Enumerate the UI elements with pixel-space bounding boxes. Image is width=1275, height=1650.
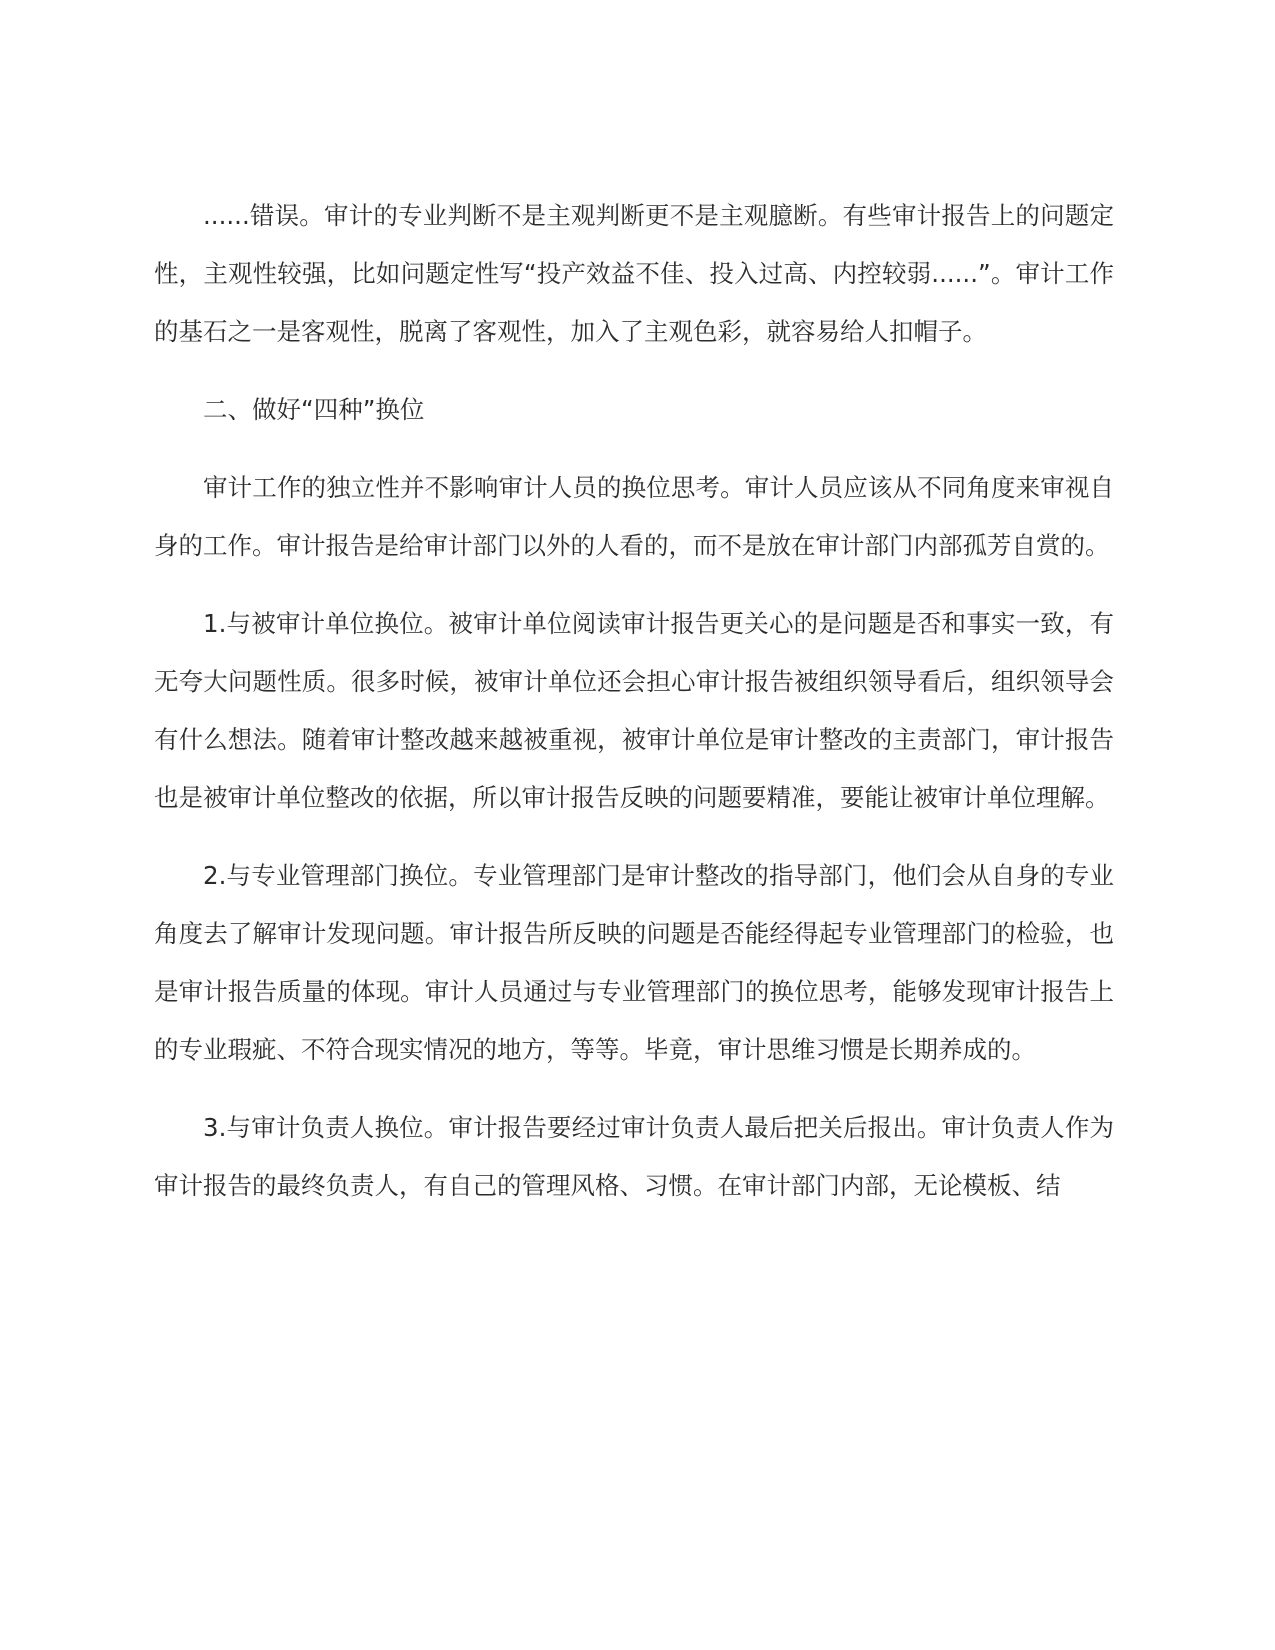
paragraph-swap-audited-unit: 1.与被审计单位换位。被审计单位阅读审计报告更关心的是问题是否和事实一致，有无夸大问题性质。很多时候，被审计单位还会担心审计报告被组织领导看后，组织领导会有什么想法。随着审计整改越来越被重视，被审计单位是审计整改的主责部门，审计报告也是被审计单位整改的依据，所以审计报告反映的问题要精准，要能让被审计单位理解。 xyxy=(154,609,1114,812)
paragraph-independence: 审计工作的独立性并不影响审计人员的换位思考。审计人员应该从不同角度来审视自身的工作。审计报告是给审计部门以外的人看的，而不是放在审计部门内部孤芳自赏的。 xyxy=(154,473,1114,560)
paragraph-objectivity: ......错误。审计的专业判断不是主观判断更不是主观臆断。有些审计报告上的问题定性，主观性较强，比如问题定性写“投产效益不佳、投入过高、内控较弱......”。审计工作的基石之一是客观性，脱离了客观性，加入了主观色彩，就容易给人扣帽子。 xyxy=(154,201,1114,346)
section-heading-four-swaps: 二、做好“四种”换位 xyxy=(203,395,425,424)
paragraph-swap-audit-leader: 3.与审计负责人换位。审计报告要经过审计负责人最后把关后报出。审计负责人作为审计报告的最终负责人，有自己的管理风格、习惯。在审计部门内部，无论模板、结 xyxy=(154,1113,1114,1200)
document-body xyxy=(154,187,1114,1235)
paragraph-swap-management-dept: 2.与专业管理部门换位。专业管理部门是审计整改的指导部门，他们会从自身的专业角度去了解审计发现问题。审计报告所反映的问题是否能经得起专业管理部门的检验，也是审计报告质量的体现。审计人员通过与专业管理部门的换位思考，能够发现审计报告上的专业瑕疵、不符合现实情况的地方，等等。毕竟，审计思维习惯是长期养成的。 xyxy=(154,861,1114,1064)
